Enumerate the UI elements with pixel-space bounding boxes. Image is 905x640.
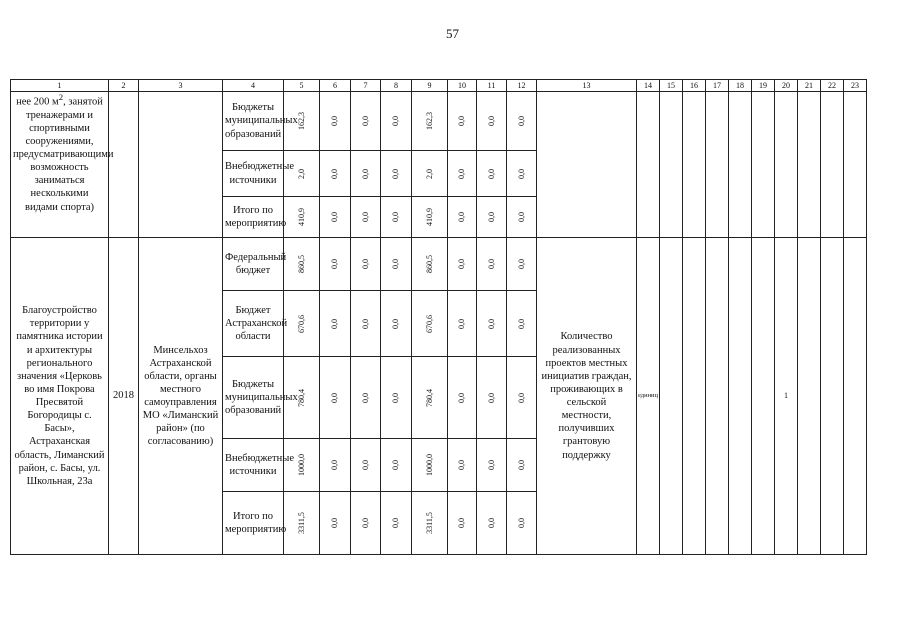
- table-row: [11, 92, 867, 151]
- value-cell: [381, 92, 412, 151]
- value-text: 0,0: [391, 318, 400, 329]
- column-number-row: [11, 80, 867, 92]
- value-text: 162,3: [296, 112, 306, 131]
- year-cell: 2018: [109, 238, 139, 555]
- value-text: 0,0: [330, 318, 339, 329]
- value-cell: [507, 291, 537, 357]
- col-header: 22: [821, 80, 844, 92]
- value-cell: [381, 197, 412, 238]
- value-cell: [507, 197, 537, 238]
- value-text: 0,0: [360, 212, 370, 223]
- empty-cell: [637, 92, 660, 238]
- value-cell: [351, 357, 381, 439]
- value-text: 0,0: [330, 460, 339, 471]
- value-cell: [284, 492, 320, 555]
- value-cell: [381, 492, 412, 555]
- value-cell: [381, 238, 412, 291]
- value-cell: [284, 291, 320, 357]
- empty-cell: [683, 238, 706, 555]
- value-cell: [448, 357, 477, 439]
- value-cell: [412, 357, 448, 439]
- empty-cell: [821, 238, 844, 555]
- value-cell: [351, 151, 381, 197]
- value-text: 0,0: [516, 518, 526, 529]
- value-text: 0,0: [457, 518, 466, 529]
- value-text: 0,0: [516, 168, 526, 179]
- value-text: 410,9: [296, 208, 306, 227]
- value-text: 670,6: [424, 314, 434, 333]
- value-text: 0,0: [486, 518, 496, 529]
- col-header: 14: [637, 80, 660, 92]
- value-text: 0,0: [516, 460, 526, 471]
- value-text: 780,4: [296, 388, 306, 407]
- value-cell: [448, 291, 477, 357]
- value-cell: [448, 151, 477, 197]
- value-text: 0,0: [516, 318, 526, 329]
- value-cell: [477, 439, 507, 492]
- value-cell: [381, 357, 412, 439]
- col-header: 17: [706, 80, 729, 92]
- value-text: 0,0: [516, 116, 526, 127]
- funding-source: Итого по мероприятию: [223, 197, 284, 238]
- value-text: 0,0: [330, 518, 339, 529]
- value-text: 0,0: [486, 460, 496, 471]
- value-cell: [351, 492, 381, 555]
- value-text: 0,0: [457, 168, 466, 179]
- page-number: 57: [446, 26, 459, 41]
- empty-cell: [729, 92, 752, 238]
- value-cell: [448, 439, 477, 492]
- empty-cell: [706, 92, 729, 238]
- value-text: 3311,5: [296, 512, 306, 535]
- unit-cell: единиц: [637, 238, 660, 555]
- value-text: 0,0: [391, 259, 400, 270]
- value-cell: [284, 238, 320, 291]
- table-row: [11, 238, 867, 291]
- value-cell: [284, 151, 320, 197]
- value-text: 0,0: [360, 116, 370, 127]
- value-text: 0,0: [360, 460, 370, 471]
- empty-cell: [844, 238, 867, 555]
- value-text: 0,0: [486, 259, 496, 270]
- value-text: 0,0: [486, 212, 496, 223]
- value-cell: [412, 197, 448, 238]
- funding-source: Внебюджетные источники: [223, 439, 284, 492]
- empty-cell: [683, 92, 706, 238]
- col-header: 11: [477, 80, 507, 92]
- executor-cell: Минсельхоз Астраханской области, органы местного самоуправления МО «Лиманский район» (по согласованию): [139, 238, 223, 555]
- value-text: 0,0: [516, 392, 526, 403]
- event-name-cell: [11, 92, 114, 238]
- value-cell: [477, 357, 507, 439]
- value-text: 860,5: [424, 255, 434, 274]
- value-cell: [412, 92, 448, 151]
- value-text: 0,0: [486, 318, 496, 329]
- value-text: 2,0: [424, 168, 434, 179]
- col-header: 9: [412, 80, 448, 92]
- value-text: 0,0: [330, 212, 339, 223]
- col-header: 13: [537, 80, 637, 92]
- value-cell: [507, 439, 537, 492]
- funding-source: Итого по мероприятию: [223, 492, 284, 555]
- event-name-text: , занятой тренажерами и спортивными сооружениями, предусматривающими возможность заниматься несколькими видами спорта): [13, 96, 114, 213]
- value-text: 0,0: [391, 392, 400, 403]
- value-text: 0,0: [516, 259, 526, 270]
- empty-cell: [752, 238, 775, 555]
- value-cell: [507, 238, 537, 291]
- event-name-text: нее 200 м: [16, 96, 59, 108]
- value-cell: [381, 439, 412, 492]
- value-text: 0,0: [457, 318, 466, 329]
- value-text: 0,0: [391, 116, 400, 127]
- empty-cell: [660, 92, 683, 238]
- value-text: 0,0: [330, 116, 339, 127]
- value-cell: [507, 492, 537, 555]
- value-text: 0,0: [330, 259, 339, 270]
- funding-source: Внебюджетные источники: [223, 151, 284, 197]
- value-cell: [320, 238, 351, 291]
- value-text: 410,9: [424, 208, 434, 227]
- col-header: 16: [683, 80, 706, 92]
- value-cell: [412, 291, 448, 357]
- col-header: 21: [798, 80, 821, 92]
- value-text: 0,0: [391, 212, 400, 223]
- col-header: 10: [448, 80, 477, 92]
- col-header: 3: [139, 80, 223, 92]
- value-cell: [351, 439, 381, 492]
- value-cell: [448, 492, 477, 555]
- value-text: 0,0: [391, 518, 400, 529]
- value-cell: [284, 197, 320, 238]
- value-cell: [507, 357, 537, 439]
- col-header: 15: [660, 80, 683, 92]
- superscript: 2: [58, 92, 64, 102]
- empty-cell: [706, 238, 729, 555]
- value-text: 0,0: [457, 259, 466, 270]
- value-cell: [320, 357, 351, 439]
- value-text: 860,5: [296, 255, 306, 274]
- year-cell: [109, 92, 139, 238]
- value-text: 0,0: [486, 116, 496, 127]
- value-cell: [448, 238, 477, 291]
- col-header: 5: [284, 80, 320, 92]
- value-text: 162,3: [424, 112, 434, 131]
- empty-cell: [798, 238, 821, 555]
- empty-cell: [537, 92, 637, 238]
- value-text: 0,0: [486, 392, 496, 403]
- program-table: [10, 79, 867, 555]
- value-text: 0,0: [360, 518, 370, 529]
- value-text: 0,0: [360, 168, 370, 179]
- value-text: 0,0: [330, 168, 339, 179]
- value-cell: [351, 238, 381, 291]
- value-text: 0,0: [360, 259, 370, 270]
- col-header: 20: [775, 80, 798, 92]
- value-text: 2,0: [296, 168, 306, 179]
- value-cell: [412, 492, 448, 555]
- value-cell: [412, 151, 448, 197]
- value-text: 0,0: [457, 212, 466, 223]
- empty-cell: [752, 92, 775, 238]
- funding-source: Бюджеты муниципальных образований: [223, 357, 284, 439]
- value-cell: [320, 291, 351, 357]
- value-cell: [412, 238, 448, 291]
- value-text: 1000,0: [424, 454, 434, 477]
- value-cell: [351, 92, 381, 151]
- col-header: 19: [752, 80, 775, 92]
- value-cell: [320, 439, 351, 492]
- value-cell: [448, 197, 477, 238]
- value-text: 3311,5: [424, 512, 434, 535]
- col-header: 1: [11, 80, 109, 92]
- value-text: 0,0: [360, 392, 370, 403]
- value-cell: [477, 238, 507, 291]
- value-cell: [320, 92, 351, 151]
- value-text: 0,0: [486, 168, 496, 179]
- value-text: 780,4: [424, 388, 434, 407]
- col-header: 23: [844, 80, 867, 92]
- col-header: 2: [109, 80, 139, 92]
- value-cell: [381, 151, 412, 197]
- value-cell: [381, 291, 412, 357]
- value-cell: [477, 197, 507, 238]
- value-cell: [477, 92, 507, 151]
- value-cell: [320, 492, 351, 555]
- value-text: 0,0: [516, 212, 526, 223]
- value-text: 0,0: [360, 318, 370, 329]
- empty-cell: [798, 92, 821, 238]
- value-text: 0,0: [391, 460, 400, 471]
- value-cell: [477, 291, 507, 357]
- col-header: 8: [381, 80, 412, 92]
- value-cell: [412, 439, 448, 492]
- empty-cell: [729, 238, 752, 555]
- value-text: 0,0: [457, 116, 466, 127]
- funding-source: Федеральный бюджет: [223, 238, 284, 291]
- value-cell: [507, 92, 537, 151]
- value-text: 0,0: [457, 460, 466, 471]
- value-cell: [477, 151, 507, 197]
- empty-cell: [844, 92, 867, 238]
- funding-source: Бюджеты муниципальных образований: [223, 92, 284, 151]
- value-cell: [507, 151, 537, 197]
- value-text: 1000,0: [296, 454, 306, 477]
- empty-cell: [660, 238, 683, 555]
- value-cell: [284, 439, 320, 492]
- value-cell: [351, 291, 381, 357]
- value-cell: [477, 492, 507, 555]
- col-header: 4: [223, 80, 284, 92]
- executor-cell: [139, 92, 223, 238]
- col-header: 18: [729, 80, 752, 92]
- value-cell: [320, 151, 351, 197]
- empty-cell: [821, 92, 844, 238]
- empty-cell: [775, 92, 798, 238]
- value-text: 0,0: [330, 392, 339, 403]
- value-text: 0,0: [457, 392, 466, 403]
- value-text: 670,6: [296, 314, 306, 333]
- funding-source: Бюджет Астраханской области: [223, 291, 284, 357]
- col-header: 7: [351, 80, 381, 92]
- indicator-cell: Количество реализованных проектов местных инициатив граждан, проживающих в сельской местности, получивших грантовую поддержку: [537, 238, 637, 555]
- value-text: 0,0: [391, 168, 400, 179]
- value-cell: [351, 197, 381, 238]
- col-header: 6: [320, 80, 351, 92]
- value-cell: [448, 92, 477, 151]
- col-header: 12: [507, 80, 537, 92]
- value-cell: [320, 197, 351, 238]
- event-name-cell: Благоустройство территории у памятника истории и архитектуры регионального значения «Церковь во имя Покрова Пресвятой Богородицы с. Басы», Астраханская область, Лиманский район, с. Басы, ул. Школьная, 23а: [11, 238, 109, 555]
- indicator-value-cell: 1: [775, 238, 798, 555]
